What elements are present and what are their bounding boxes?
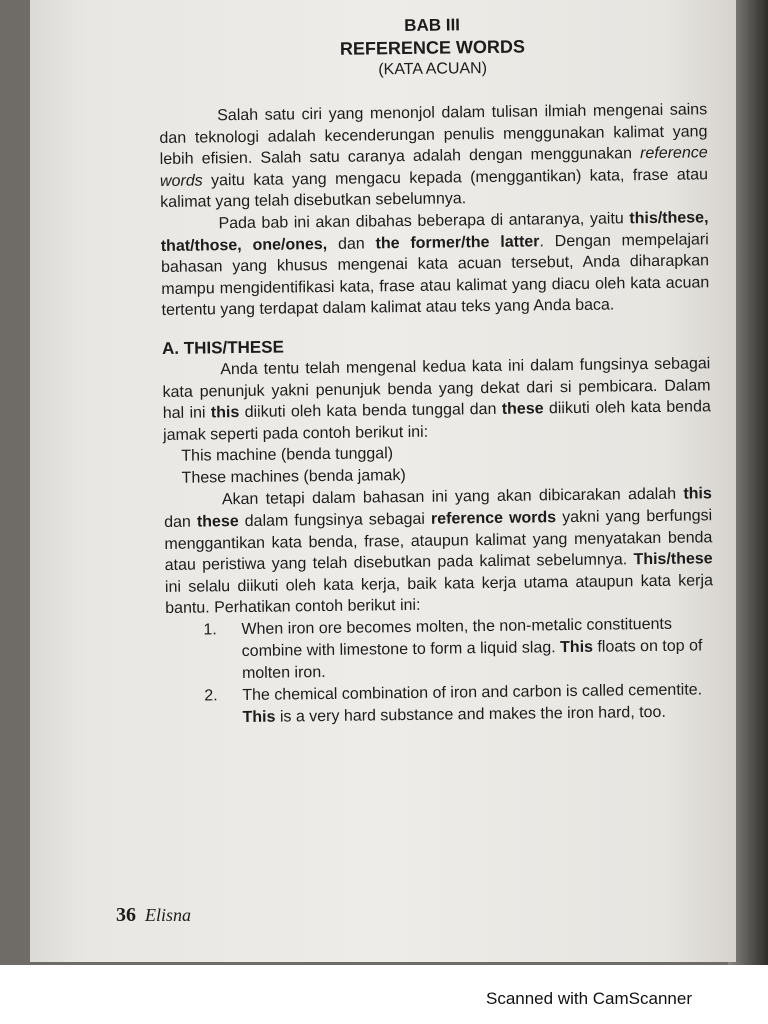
list-item <box>165 613 714 686</box>
text-run: . Dengan mempelajari bahasan yang khusus mengenai kata acuan tersebut, Anda diharapkan mampu mengidentifikasi kata, frase atau kalimat yang diacu oleh kata acuan tertentu yang terdapat dalam kalimat atau teks yang Anda baca. <box>160 230 710 320</box>
bold-term: these <box>501 400 544 418</box>
section-heading: A. THIS/THESE <box>161 337 285 358</box>
bold-term: This/these <box>633 550 713 569</box>
bold-term: this/these, that/those, one/ones, <box>160 209 709 255</box>
page-number: 36 <box>116 904 136 926</box>
chapter-label: BAB III <box>404 15 461 35</box>
chapter-subtitle: (KATA ACUAN) <box>378 59 488 79</box>
text-run: Pada bab ini akan dibahas beberapa di antaranya, yaitu <box>218 210 630 233</box>
text-run: is a very hard substance and makes the iron hard, too. <box>275 703 666 726</box>
list-number: 1. <box>203 621 217 639</box>
text-run: The chemical combination of iron and carbon is called cementite. <box>242 681 703 704</box>
bold-term: This <box>242 708 276 726</box>
text-run: diikuti oleh kata benda tunggal dan <box>239 400 502 422</box>
book-page <box>30 0 736 962</box>
text-run: When iron ore becomes molten, the non-metalic constituents combine with limestone to form a liquid slag. <box>241 615 672 660</box>
author-name: Elisna <box>145 905 192 925</box>
text-run: dan <box>164 513 197 531</box>
text-run: Salah satu ciri yang menonjol dalam tulisan ilmiah mengenai sains dan teknologi adalah kecenderungan penulis menggunakan kalimat yang lebih efisien. Salah satu caranya adalah dengan menggunakan <box>159 101 708 169</box>
bold-term: this <box>210 404 240 422</box>
page-footer <box>116 904 191 927</box>
intro-paragraph-1 <box>159 99 708 214</box>
bold-term: these <box>196 512 239 531</box>
scanner-watermark: Scanned with CamScanner <box>485 989 692 1008</box>
text-run: diikuti oleh kata benda jamak seperti pada contoh berikut ini: <box>162 398 711 444</box>
chapter-title: REFERENCE WORDS <box>339 36 525 59</box>
text-run: Anda tentu telah mengenal kedua kata ini dalam fungsinya sebagai kata penunjuk yakni penunjuk benda yang dekat dari si pembicara. Dalam hal ini <box>162 355 711 423</box>
bold-term: reference words <box>430 509 557 528</box>
list-item <box>166 679 714 730</box>
text-run: floats on top of molten iron. <box>241 637 703 682</box>
text-run: yaitu kata yang mengacu kepada (menggantikan) kata, frase atau kalimat yang telah disebutkan sebelumnya. <box>160 166 709 212</box>
text-run: Akan tetapi dalam bahasan ini yang akan dibicarakan adalah <box>221 485 684 509</box>
section-a-paragraph-2 <box>164 484 714 620</box>
text-run: dan <box>327 234 376 253</box>
text-run: dalam fungsinya sebagai <box>238 510 432 530</box>
example-list <box>165 613 714 730</box>
bold-term: This <box>559 638 594 657</box>
example-line: These machines (benda jamak) <box>181 467 406 488</box>
example-line: This machine (benda tunggal) <box>181 445 394 466</box>
italic-term: reference words <box>159 144 708 190</box>
text-run: yakni yang berfungsi menggantikan kata benda, frase, ataupun kalimat yang menyatakan benda atau peristiwa yang telah disebutkan pada kalimat sebelumnya. <box>164 507 713 575</box>
bold-term: the former/the latter <box>375 232 540 252</box>
intro-paragraph-2 <box>160 207 709 322</box>
text-run: ini selalu diikuti oleh kata kerja, baik kata kerja utama ataupun kata kerja bantu. Perhatikan contoh berikut ini: <box>164 571 714 618</box>
page-content <box>158 11 715 730</box>
bold-term: this <box>683 485 712 503</box>
list-number: 2. <box>204 687 218 705</box>
section-a-paragraph-1 <box>162 353 711 446</box>
